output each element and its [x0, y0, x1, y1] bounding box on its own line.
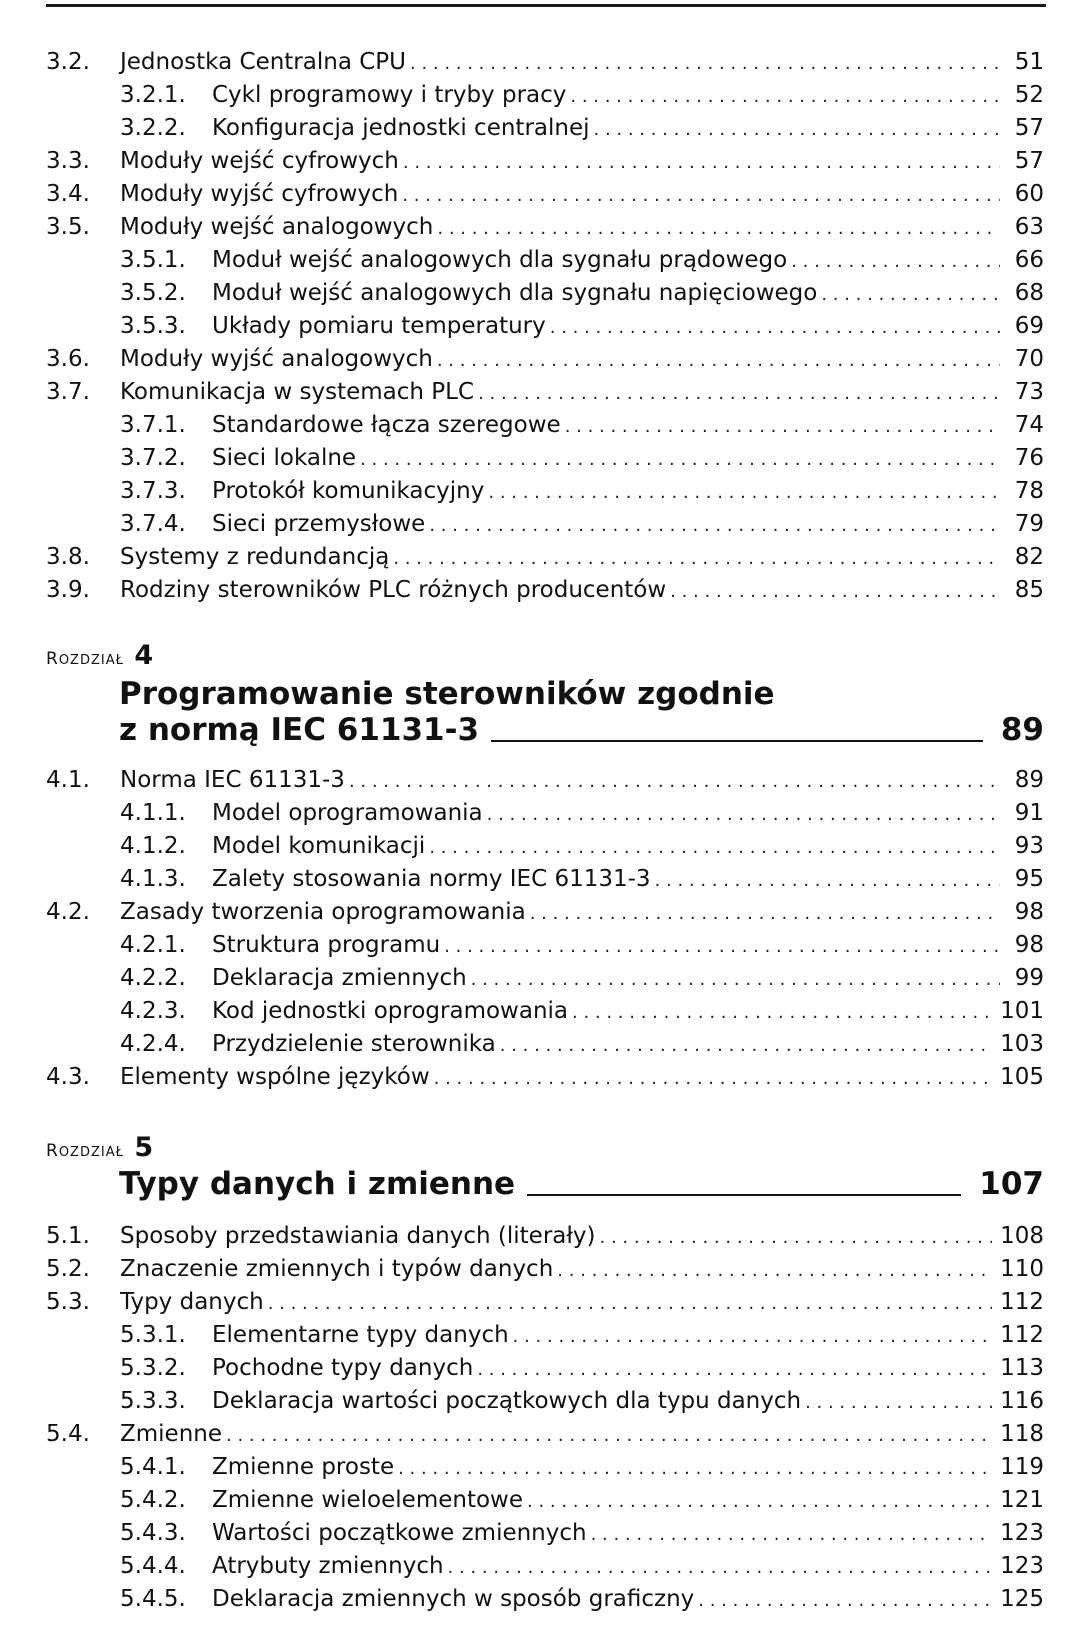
- toc-entry-title: Komunikacja w systemach PLC: [120, 379, 475, 405]
- toc-entry-number: 4.2.2.: [120, 965, 186, 991]
- toc-entry: [46, 310, 1044, 343]
- toc-entry-number: 3.6.: [46, 346, 90, 372]
- toc-entry-page: 57: [1014, 148, 1044, 174]
- toc-entry-number: 3.7.3.: [120, 478, 186, 504]
- toc-entry-page: 123: [1000, 1553, 1044, 1579]
- dot-leader: [429, 508, 1000, 542]
- toc-entry-title: Systemy z redundancją: [120, 544, 390, 570]
- toc-entry: [46, 409, 1044, 442]
- toc-entry-page: 103: [1000, 1031, 1044, 1057]
- toc-entry-title: Moduł wejść analogowych dla sygnału napięciowego: [212, 280, 818, 306]
- dot-leader: [513, 1319, 992, 1353]
- dot-leader: [821, 277, 1000, 311]
- toc-entry: [46, 541, 1044, 574]
- toc-entry-page: 112: [1000, 1289, 1044, 1315]
- toc-entry-number: 3.5.: [46, 214, 90, 240]
- dot-leader: [402, 178, 1000, 212]
- dot-leader: [488, 475, 1000, 509]
- toc-entry: [46, 244, 1044, 277]
- toc-entry: [46, 995, 1044, 1028]
- dot-leader: [478, 376, 1000, 410]
- dot-leader: [698, 1583, 992, 1617]
- dot-leader: [565, 409, 1000, 443]
- toc-entry-number: 5.3.1.: [120, 1322, 186, 1348]
- toc-entry-title: Zalety stosowania normy IEC 61131-3: [212, 866, 651, 892]
- dot-leader: [403, 145, 1000, 179]
- toc-entry-number: 3.7.4.: [120, 511, 186, 537]
- dot-leader: [410, 46, 1000, 80]
- toc-entry-page: 73: [1014, 379, 1044, 405]
- toc-entry-title: Zmienne proste: [212, 1454, 395, 1480]
- toc-entry-page: 121: [1000, 1487, 1044, 1513]
- toc-entry-page: 98: [1014, 899, 1044, 925]
- toc-entry-page: 66: [1014, 247, 1044, 273]
- toc-entry: [46, 1385, 1044, 1418]
- toc-entry-number: 4.2.4.: [120, 1031, 186, 1057]
- toc-entry-title: Moduł wejść analogowych dla sygnału prądowego: [212, 247, 788, 273]
- toc-entry-page: 70: [1014, 346, 1044, 372]
- chapter-page: 89: [1000, 712, 1044, 748]
- toc-entry: [46, 46, 1044, 79]
- toc-entry-title: Deklaracja zmiennych: [212, 965, 467, 991]
- toc-entry-number: 3.4.: [46, 181, 90, 207]
- toc-entry: [46, 178, 1044, 211]
- toc-entry-title: Model oprogramowania: [212, 800, 483, 826]
- toc-entry-number: 5.2.: [46, 1256, 90, 1282]
- toc-entry-page: 125: [1000, 1586, 1044, 1612]
- toc-entry-number: 5.1.: [46, 1223, 90, 1249]
- toc-entry-number: 4.1.1.: [120, 800, 186, 826]
- toc-entry-number: 3.2.: [46, 49, 90, 75]
- toc-entry-title: Moduły wyjść analogowych: [120, 346, 433, 372]
- toc-entry-page: 57: [1014, 115, 1044, 141]
- toc-entry-title: Sieci przemysłowe: [212, 511, 426, 537]
- toc-entry-page: 108: [1000, 1223, 1044, 1249]
- dot-leader: [805, 1385, 992, 1419]
- toc-entry-number: 3.7.2.: [120, 445, 186, 471]
- toc-entry-title: Protokół komunikacyjny: [212, 478, 485, 504]
- toc-entry-page: 51: [1014, 49, 1044, 75]
- toc-entry-number: 5.3.: [46, 1289, 90, 1315]
- toc-entry-number: 3.8.: [46, 544, 90, 570]
- toc-entry-page: 68: [1014, 280, 1044, 306]
- toc-entry-title: Moduły wejść analogowych: [120, 214, 434, 240]
- toc-entry-title: Model komunikacji: [212, 833, 426, 859]
- toc-entry-page: 119: [1000, 1454, 1044, 1480]
- toc-entry-page: 76: [1014, 445, 1044, 471]
- toc-entry-title: Moduły wyjść cyfrowych: [120, 181, 399, 207]
- toc-entry: [46, 79, 1044, 112]
- toc-entry-page: 110: [1000, 1256, 1044, 1282]
- dot-leader: [530, 896, 1000, 930]
- toc-entry: [46, 1253, 1044, 1286]
- toc-entry-number: 3.7.: [46, 379, 90, 405]
- toc-entry-number: 5.4.5.: [120, 1586, 186, 1612]
- toc-entry-title: Zmienne wieloelementowe: [212, 1487, 524, 1513]
- toc-entry-page: 85: [1014, 577, 1044, 603]
- dot-leader: [550, 310, 1000, 344]
- toc-entry-page: 116: [1000, 1388, 1044, 1414]
- toc-entry: [46, 1286, 1044, 1319]
- toc-entry-number: 5.4.: [46, 1421, 90, 1447]
- toc-entry: [46, 277, 1044, 310]
- chapter-title-rule: [527, 1194, 961, 1196]
- chapter-title-line2: z normą IEC 61131-3: [119, 712, 480, 748]
- toc-entry-page: 79: [1014, 511, 1044, 537]
- toc-entry: [46, 863, 1044, 896]
- toc-entry-number: 3.7.1.: [120, 412, 186, 438]
- dot-leader: [429, 830, 1000, 864]
- toc-entry-page: 78: [1014, 478, 1044, 504]
- toc-entry-number: 4.1.3.: [120, 866, 186, 892]
- toc-entry-page: 89: [1014, 767, 1044, 793]
- toc-entry-title: Standardowe łącza szeregowe: [212, 412, 561, 438]
- toc-entry: [46, 1352, 1044, 1385]
- toc-entry-page: 118: [1000, 1421, 1044, 1447]
- toc-entry-page: 69: [1014, 313, 1044, 339]
- toc-entry-title: Konfiguracja jednostki centralnej: [212, 115, 590, 141]
- toc-entry: [46, 376, 1044, 409]
- toc-entry-page: 112: [1000, 1322, 1044, 1348]
- chapter-number: 4: [134, 640, 155, 671]
- chapter-5-label: [46, 1132, 154, 1163]
- dot-leader: [444, 929, 1000, 963]
- toc-entry-number: 4.2.1.: [120, 932, 186, 958]
- chapter-page: 107: [979, 1166, 1044, 1202]
- toc-entry-title: Kod jednostki oprogramowania: [212, 998, 569, 1024]
- toc-entry: [46, 1451, 1044, 1484]
- toc-entry-title: Rodziny sterowników PLC różnych producentów: [120, 577, 667, 603]
- toc-entry: [46, 574, 1044, 607]
- toc-entry-title: Jednostka Centralna CPU: [120, 49, 406, 75]
- toc-entry-title: Elementy wspólne języków: [120, 1064, 430, 1090]
- chapter-label-initial: R: [46, 649, 59, 669]
- toc-entry: [46, 764, 1044, 797]
- toc-entry-page: 113: [1000, 1355, 1044, 1381]
- toc-entry: [46, 1418, 1044, 1451]
- dot-leader: [448, 1550, 993, 1584]
- chapter-label-initial: R: [46, 1141, 59, 1161]
- toc-entry: [46, 797, 1044, 830]
- toc-entry-number: 5.4.3.: [120, 1520, 186, 1546]
- toc-entry-title: Moduły wejść cyfrowych: [120, 148, 399, 174]
- toc-entry-page: 101: [1000, 998, 1044, 1024]
- dot-leader: [570, 79, 1000, 113]
- toc-entry-title: Układy pomiaru temperatury: [212, 313, 546, 339]
- dot-leader: [527, 1484, 992, 1518]
- toc-entry-title: Typy danych: [120, 1289, 264, 1315]
- chapter-title-line1: Programowanie sterowników zgodnie: [119, 676, 775, 712]
- chapter-title-line1: Typy danych i zmienne: [119, 1166, 516, 1202]
- toc-entry-page: 91: [1014, 800, 1044, 826]
- dot-leader: [349, 764, 1000, 798]
- toc-entry-title: Przydzielenie sterownika: [212, 1031, 496, 1057]
- toc-entry: [46, 962, 1044, 995]
- dot-leader: [591, 1517, 993, 1551]
- dot-leader: [226, 1418, 992, 1452]
- toc-entry: [46, 896, 1044, 929]
- toc-entry: [46, 1484, 1044, 1517]
- toc-entry-title: Wartości początkowe zmiennych: [212, 1520, 587, 1546]
- toc-entry-title: Zasady tworzenia oprogramowania: [120, 899, 526, 925]
- chapter-label-text: OZDZIAŁ: [58, 653, 124, 668]
- toc-entry-title: Cykl programowy i tryby pracy: [212, 82, 567, 108]
- toc-entry: [46, 112, 1044, 145]
- dot-leader: [500, 1028, 992, 1062]
- toc-entry: [46, 1583, 1044, 1616]
- toc-entry-page: 98: [1014, 932, 1044, 958]
- toc-entry-title: Deklaracja wartości początkowych dla typu danych: [212, 1388, 802, 1414]
- toc-entry-number: 3.3.: [46, 148, 90, 174]
- toc-entry-title: Elementarne typy danych: [212, 1322, 509, 1348]
- toc-entry: [46, 1028, 1044, 1061]
- dot-leader: [434, 1061, 992, 1095]
- toc-entry-number: 4.3.: [46, 1064, 90, 1090]
- toc-entry: [46, 1319, 1044, 1352]
- toc-section-3: [46, 46, 1044, 607]
- toc-entry-page: 95: [1014, 866, 1044, 892]
- toc-entry-page: 74: [1014, 412, 1044, 438]
- toc-entry: [46, 442, 1044, 475]
- toc-section-5: [46, 1220, 1044, 1616]
- toc-entry-page: 52: [1014, 82, 1044, 108]
- chapter-title-rule: [491, 740, 983, 742]
- toc-entry-title: Sieci lokalne: [212, 445, 357, 471]
- dot-leader: [471, 962, 1000, 996]
- chapter-number: 5: [134, 1132, 155, 1163]
- toc-entry-page: 60: [1014, 181, 1044, 207]
- dot-leader: [594, 112, 1000, 146]
- dot-leader: [572, 995, 992, 1029]
- dot-leader: [655, 863, 1000, 897]
- toc-entry-number: 3.2.1.: [120, 82, 186, 108]
- dot-leader: [393, 541, 1000, 575]
- toc-entry-number: 4.2.3.: [120, 998, 186, 1024]
- toc-entry-title: Norma IEC 61131-3: [120, 767, 345, 793]
- chapter-5-title: [119, 1166, 1044, 1202]
- toc-entry-page: 82: [1014, 544, 1044, 570]
- toc-entry-number: 3.2.2.: [120, 115, 186, 141]
- dot-leader: [268, 1286, 992, 1320]
- dot-leader: [670, 574, 1000, 608]
- dot-leader: [398, 1451, 992, 1485]
- toc-entry: [46, 1061, 1044, 1094]
- toc-entry: [46, 145, 1044, 178]
- toc-entry-number: 3.5.3.: [120, 313, 186, 339]
- toc-entry: [46, 830, 1044, 863]
- toc-entry: [46, 508, 1044, 541]
- chapter-label-text: OZDZIAŁ: [58, 1145, 124, 1160]
- dot-leader: [487, 797, 1000, 831]
- dot-leader: [791, 244, 1000, 278]
- toc-entry: [46, 1220, 1044, 1253]
- dot-leader: [477, 1352, 992, 1386]
- dot-leader: [360, 442, 1000, 476]
- toc-entry: [46, 475, 1044, 508]
- toc-entry-page: 99: [1014, 965, 1044, 991]
- toc-entry-title: Struktura programu: [212, 932, 441, 958]
- toc-section-4: [46, 764, 1044, 1094]
- chapter-4-title: [119, 676, 1044, 748]
- toc-entry-number: 4.1.2.: [120, 833, 186, 859]
- dot-leader: [557, 1253, 992, 1287]
- toc-entry-title: Pochodne typy danych: [212, 1355, 474, 1381]
- toc-entry-number: 4.1.: [46, 767, 90, 793]
- toc-entry-number: 5.4.4.: [120, 1553, 186, 1579]
- toc-entry-title: Deklaracja zmiennych w sposób graficzny: [212, 1586, 695, 1612]
- toc-entry: [46, 1550, 1044, 1583]
- top-rule: [46, 4, 1046, 7]
- chapter-4-label: [46, 640, 154, 671]
- toc-entry-page: 123: [1000, 1520, 1044, 1546]
- toc-entry-number: 3.5.1.: [120, 247, 186, 273]
- toc-entry-page: 63: [1014, 214, 1044, 240]
- toc-entry-title: Zmienne: [120, 1421, 223, 1447]
- toc-entry-page: 93: [1014, 833, 1044, 859]
- toc-entry-number: 3.9.: [46, 577, 90, 603]
- toc-entry-page: 105: [1000, 1064, 1044, 1090]
- toc-entry-number: 5.4.2.: [120, 1487, 186, 1513]
- toc-entry: [46, 1517, 1044, 1550]
- toc-entry: [46, 929, 1044, 962]
- toc-entry-number: 3.5.2.: [120, 280, 186, 306]
- toc-entry: [46, 343, 1044, 376]
- toc-entry-title: Atrybuty zmiennych: [212, 1553, 444, 1579]
- toc-entry-title: Sposoby przedstawiania danych (literały): [120, 1223, 596, 1249]
- toc-entry-number: 5.4.1.: [120, 1454, 186, 1480]
- dot-leader: [437, 211, 1000, 245]
- toc-entry-number: 5.3.3.: [120, 1388, 186, 1414]
- toc-entry-number: 4.2.: [46, 899, 90, 925]
- dot-leader: [600, 1220, 993, 1254]
- dot-leader: [437, 343, 1000, 377]
- toc-entry-title: Znaczenie zmiennych i typów danych: [120, 1256, 554, 1282]
- toc-entry-number: 5.3.2.: [120, 1355, 186, 1381]
- toc-entry: [46, 211, 1044, 244]
